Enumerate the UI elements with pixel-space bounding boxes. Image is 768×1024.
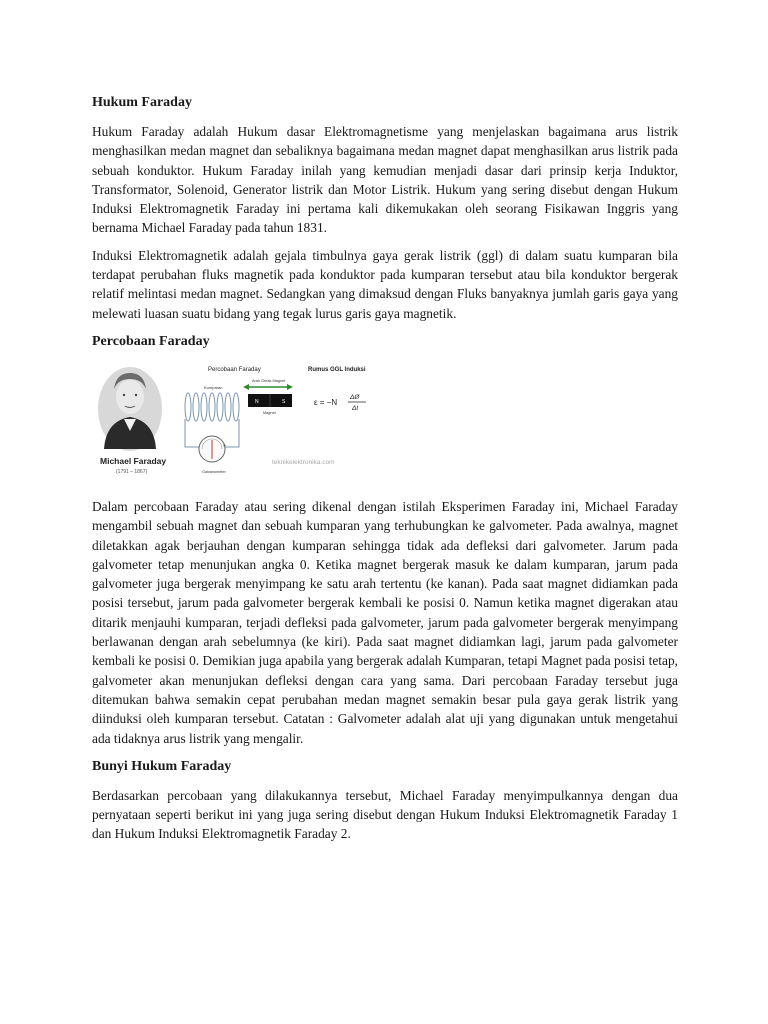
paragraph-bunyi: Berdasarkan percobaan yang dilakukannya tersebut, Michael Faraday menyimpulkannya dengan dua pernyataan seperti berikut ini yang juga sering disebut dengan Hukum Induksi Elektromagnetik Faraday 1 dan Hukum Induksi Elektromagnetik Faraday 2.	[92, 787, 678, 842]
galvanometer-label: Galvanometer	[202, 469, 226, 474]
figure-title-left: Percobaan Faraday	[208, 366, 261, 373]
paragraph-induksi: Induksi Elektromagnetik adalah gejala timbulnya gaya gerak listrik (ggl) di dalam suatu kumparan bila terdapat perubahan fluks magnetik pada konduktor pada kumparan tersebut atau bila konduktor bergerak relatif melintasi medan magnet. Sedangkan yang dimaksud dengan Fluks banyaknya jumlah garis gaya yang melewati luasan suatu bidang yang tegak lurus garis gaya magnetik.	[92, 247, 678, 321]
double-arrow-icon	[243, 384, 293, 390]
figure-title-right: Rumus GGL Induksi	[308, 366, 366, 373]
paragraph-definition: Hukum Faraday adalah Hukum dasar Elektromagnetisme yang menjelaskan bagaimana arus listrik menghasilkan medan magnet dan sebaliknya bagaimana medan magnet dapat menghasilkan arus listrik pada sebuah konduktor. Hukum Faraday inilah yang kemudian menjadi dasar dari prinsip kerja Induktor, Transformator, Solenoid, Generator listrik dan Motor Listrik. Hukum yang sering disebut dengan Hukum Induksi Elektromagnetik Faraday ini pertama kali dikemukakan oleh seorang Fisikawan Inggris yang bernama Michael Faraday pada tahun 1831.	[92, 124, 678, 236]
person-name: Michael Faraday	[100, 455, 167, 466]
heading-bunyi-hukum-faraday: Bunyi Hukum Faraday	[92, 758, 232, 774]
document-content	[92, 94, 678, 852]
faraday-experiment-figure	[96, 361, 386, 479]
formula-lhs: ε = −N	[314, 397, 338, 407]
galvanometer-icon	[199, 436, 226, 462]
formula-denominator: Δt	[352, 404, 359, 412]
svg-text:+: +	[223, 442, 226, 449]
magnet-s-label: S	[282, 398, 286, 405]
experiment-illustration	[96, 361, 386, 479]
magnet-n-label: N	[255, 398, 259, 405]
heading-percobaan-faraday: Percobaan Faraday	[92, 333, 210, 349]
paragraph-percobaan: Dalam percobaan Faraday atau sering dikenal dengan istilah Eksperimen Faraday ini, Michael Faraday mengambil sebuah magnet dan sebuah kumparan yang terhubungkan ke galvometer. Pada awalnya, magnet diletakkan agak berjauhan dengan kumparan sehingga tidak ada defleksi dari galvometer. Jarum pada galvometer tetap menunjukan angka 0. Ketika magnet bergerak masuk ke dalam kumparan, jarum pada galvometer juga bergerak menyimpang ke satu arah tertentu (ke kanan). Pada saat magnet didiamkan pada posisi tersebut, jarum pada galvometer bergerak kembali ke posisi 0. Namun ketika magnet digerakan atau ditarik menjauhi kumparan, terjadi defleksi pada galvometer, jarum pada galvometer bergerak menyimpang berlawanan dengan arah sebelumnya (ke kiri). Pada saat magnet didiamkan lagi, jarum pada galvometer kembali ke posisi 0. Demikian juga apabila yang bergerak adalah Kumparan, tetapi Magnet pada posisi tetap, galvometer akan menunjukan defleksi dengan cara yang sama. Dari percobaan Faraday tersebut juga ditemukan bahwa semakin cepat perubahan medan magnet semakin besar pula gaya gerak listrik yang diinduksi oleh kumparan tersebut. Catatan : Galvometer adalah alat uji yang digunakan untuk mengetahui ada tidaknya arus listrik yang mengalir.	[92, 498, 678, 746]
kumparan-label: Kumparan	[204, 384, 223, 390]
person-years: (1791 – 1867)	[116, 468, 148, 475]
ggl-formula	[314, 394, 366, 412]
magnet-label: Magnet	[263, 410, 276, 415]
watermark: teknikelektronika.com	[272, 458, 335, 466]
faraday-portrait	[98, 367, 162, 451]
heading-hukum-faraday: Hukum Faraday	[92, 95, 192, 110]
formula-numerator: ΔØ	[350, 393, 360, 401]
arah-gerak-label: Arah Gerak Magnet	[252, 378, 286, 383]
